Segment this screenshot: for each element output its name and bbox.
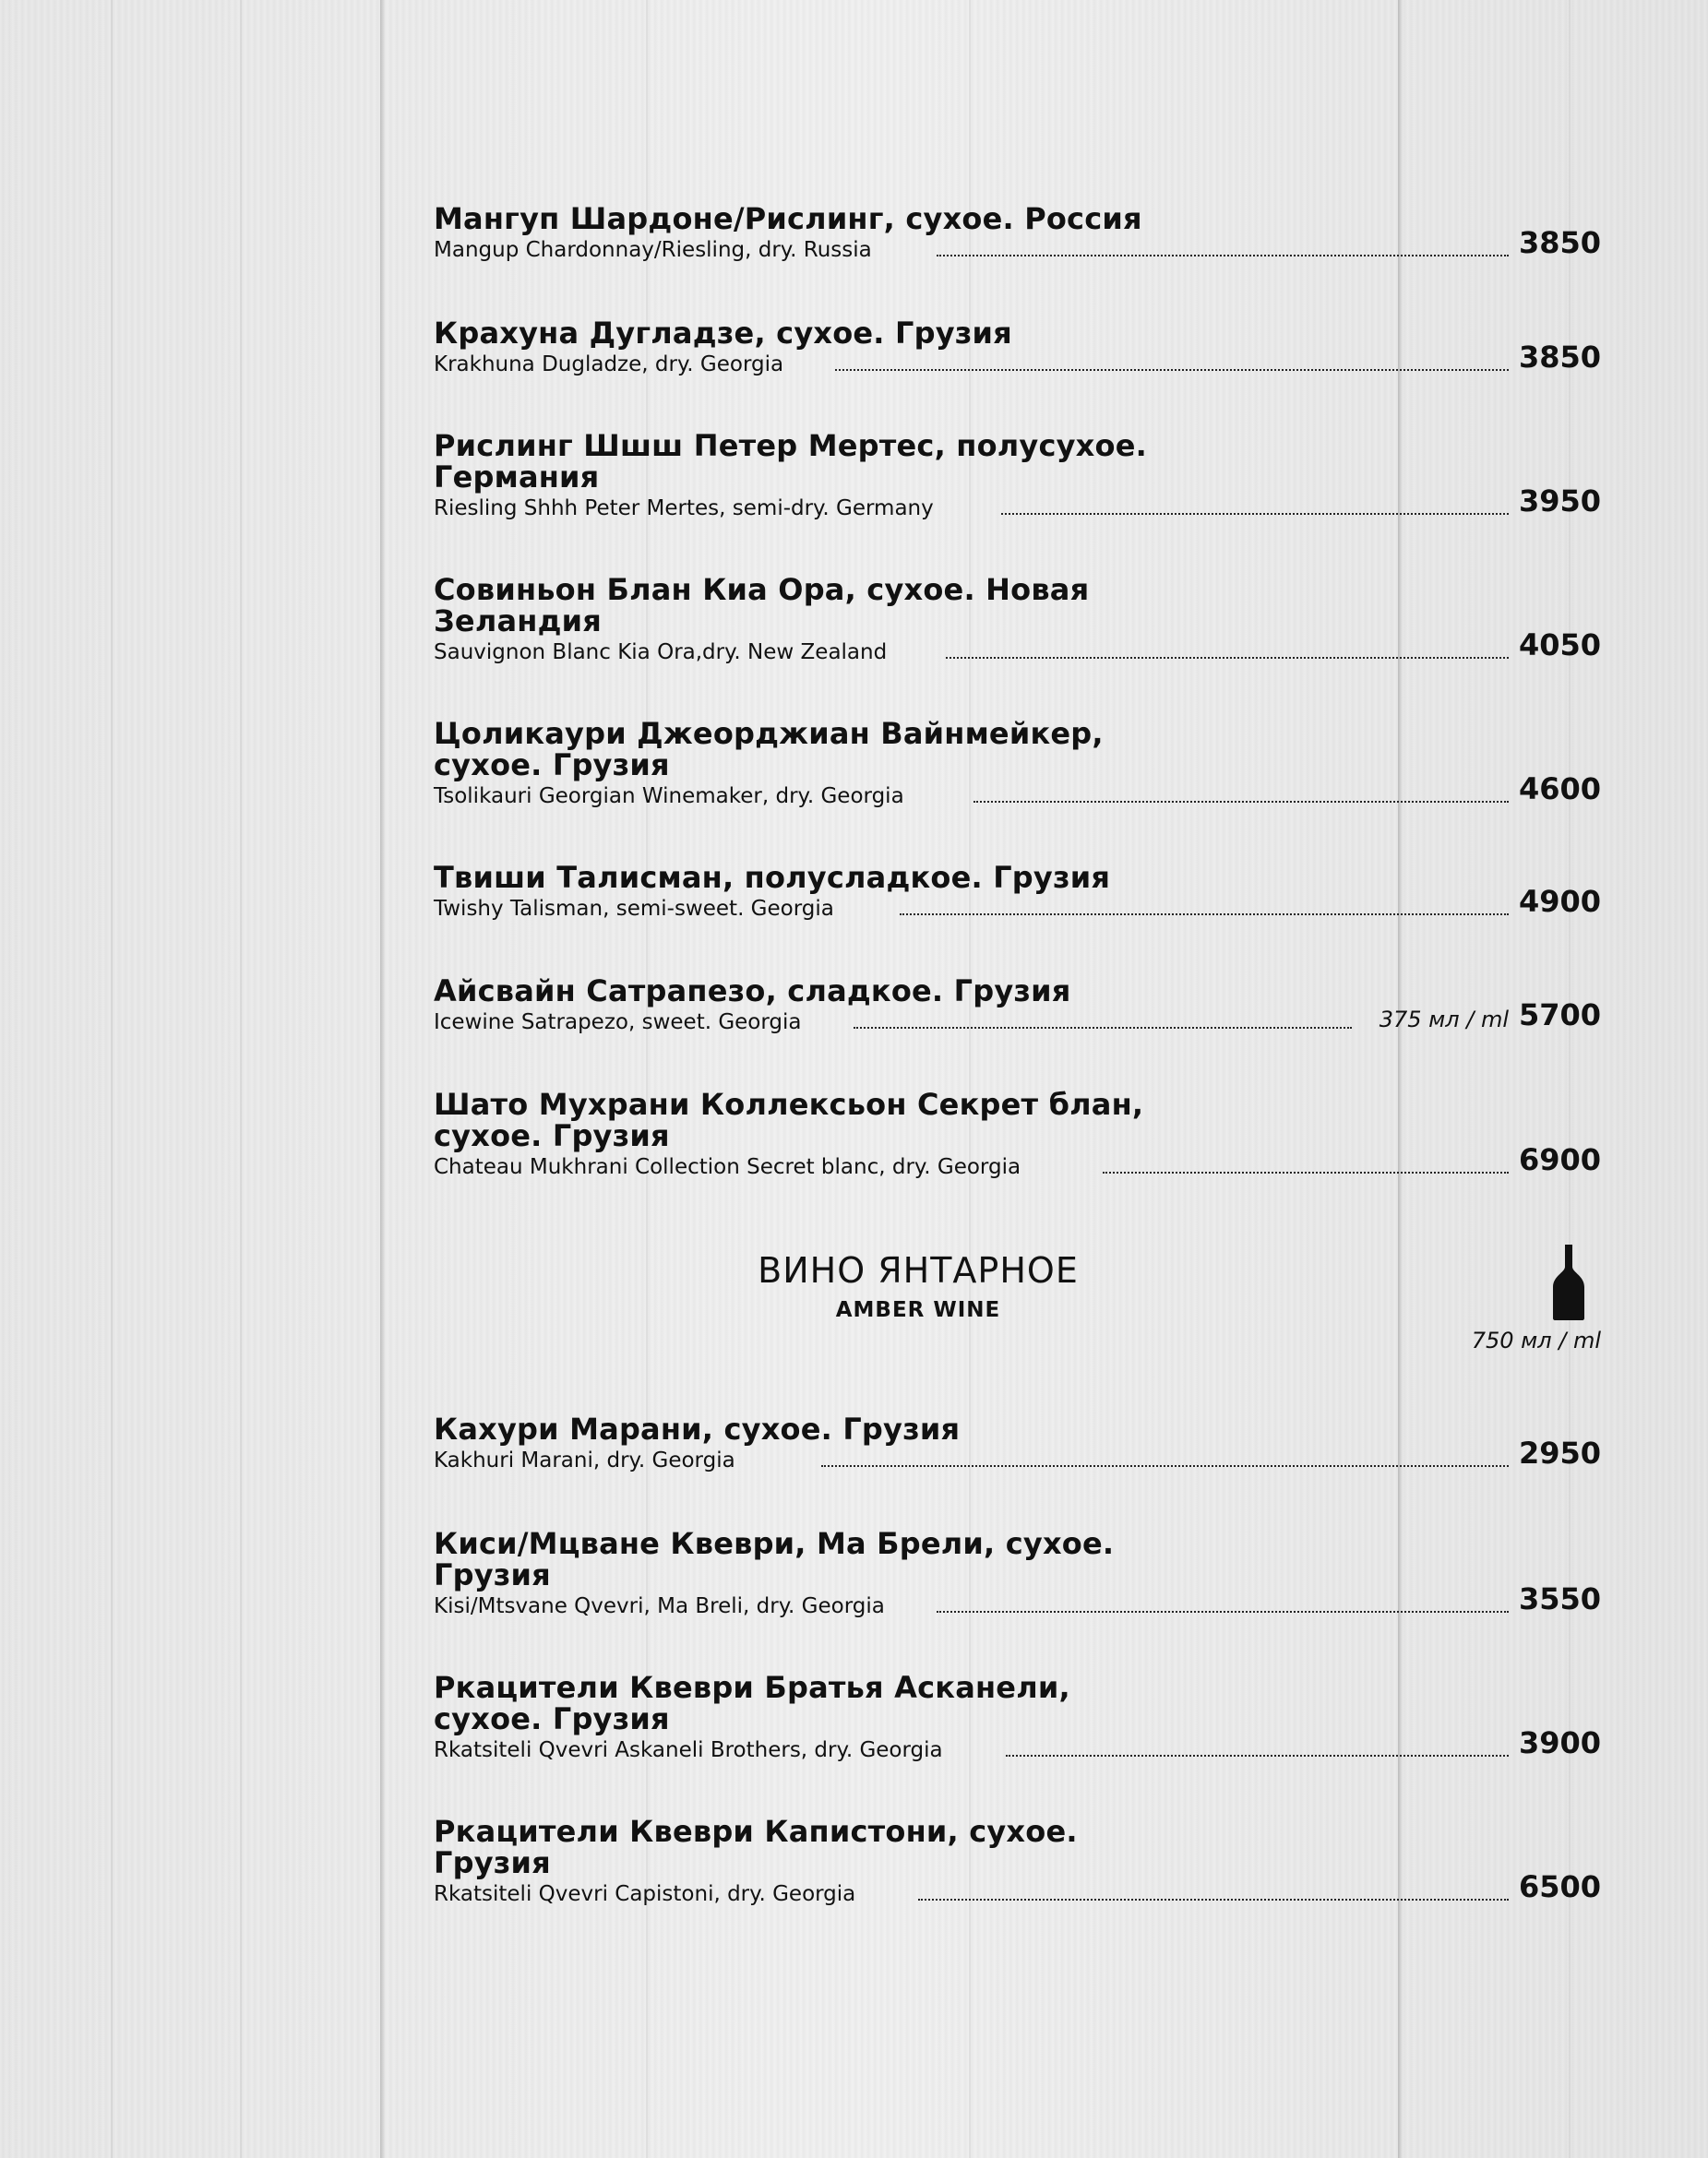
menu-item — [434, 862, 1601, 923]
price: 4900 — [1518, 884, 1601, 919]
price: 3900 — [1518, 1725, 1601, 1760]
plank-seam — [380, 0, 386, 2158]
volume-label: 375 мл / ml — [1379, 1007, 1509, 1032]
price: 4050 — [1518, 627, 1601, 662]
dot-leader — [937, 255, 1509, 256]
menu-item — [434, 975, 1601, 1036]
price: 3850 — [1518, 225, 1601, 260]
wine-name-ru: Крахуна Дугладзе, сухое. Грузия — [434, 316, 1012, 351]
wine-name-ru: Айсвайн Сатрапезо, сладкое. Грузия — [434, 973, 1071, 1008]
wood-grain — [240, 0, 242, 2158]
dot-leader — [821, 1465, 1509, 1467]
section-title: ВИНО ЯНТАРНОЕ — [758, 1250, 1079, 1291]
menu-item — [434, 1089, 1601, 1181]
menu-item — [434, 1816, 1601, 1908]
menu-item — [434, 430, 1601, 522]
wine-name-en: Sauvignon Blanc Kia Ora,dry. New Zealand — [434, 640, 888, 664]
wine-name-en: Rkatsiteli Qvevri Capistoni, dry. Georgia — [434, 1882, 856, 1906]
wine-name-en: Icewine Satrapezo, sweet. Georgia — [434, 1010, 802, 1034]
wine-name-en: Rkatsiteli Qvevri Askaneli Brothers, dry. Georgia — [434, 1738, 943, 1762]
dot-leader — [973, 801, 1509, 803]
section-subtitle: AMBER WINE — [835, 1298, 1001, 1322]
wine-menu — [434, 0, 1601, 2158]
dot-leader — [835, 369, 1509, 371]
dot-leader — [918, 1899, 1509, 1901]
wine-name-en: Twishy Talisman, semi-sweet. Georgia — [434, 897, 834, 921]
menu-item — [434, 718, 1601, 810]
wine-name-ru: Ркацители Квеври Братья Асканели, сухое. Грузия — [434, 1670, 1070, 1736]
price: 3550 — [1518, 1581, 1601, 1616]
wine-name-ru: Цоликаури Джеорджиан Вайнмейкер, сухое. Грузия — [434, 716, 1104, 782]
wine-name-en: Riesling Shhh Peter Mertes, semi-dry. Germany — [434, 496, 934, 520]
dot-leader — [900, 913, 1509, 915]
dot-leader — [1103, 1172, 1509, 1174]
wine-name-ru: Шато Мухрани Коллексьон Секрет блан, сухое. Грузия — [434, 1087, 1144, 1153]
price: 6900 — [1518, 1142, 1601, 1177]
wine-name-en: Kakhuri Marani, dry. Georgia — [434, 1449, 735, 1472]
menu-item — [434, 574, 1601, 666]
dot-leader — [854, 1027, 1352, 1029]
wine-name-ru: Твиши Талисман, полусладкое. Грузия — [434, 860, 1111, 895]
wine-bottle-icon — [1553, 1245, 1584, 1320]
wine-name-ru: Кахури Марани, сухое. Грузия — [434, 1412, 961, 1447]
wine-name-ru: Совиньон Блан Киа Ора, сухое. Новая Зеландия — [434, 572, 1090, 638]
dot-leader — [937, 1611, 1509, 1613]
price: 6500 — [1518, 1869, 1601, 1904]
menu-item — [434, 1672, 1601, 1764]
price: 4600 — [1518, 771, 1601, 806]
price: 2950 — [1518, 1436, 1601, 1471]
wine-name-ru: Рислинг Шшш Петер Мертес, полусухое. Германия — [434, 428, 1147, 495]
menu-item — [434, 1413, 1601, 1474]
wine-name-ru: Мангуп Шардоне/Рислинг, сухое. Россия — [434, 201, 1142, 236]
price: 5700 — [1518, 997, 1601, 1032]
menu-item — [434, 203, 1601, 264]
menu-item — [434, 317, 1601, 378]
wine-name-en: Mangup Chardonnay/Riesling, dry. Russia — [434, 238, 872, 262]
wood-grain — [111, 0, 113, 2158]
wine-name-en: Tsolikauri Georgian Winemaker, dry. Georgia — [434, 784, 904, 808]
volume-label: 750 мл / ml — [1471, 1328, 1601, 1353]
price: 3950 — [1518, 483, 1601, 519]
wine-name-en: Kisi/Mtsvane Qvevri, Ma Breli, dry. Georgia — [434, 1594, 885, 1618]
dot-leader — [1001, 513, 1509, 515]
wine-name-ru: Киси/Мцване Квеври, Ма Брели, сухое. Грузия — [434, 1526, 1115, 1592]
dot-leader — [1006, 1755, 1509, 1757]
wine-name-en: Krakhuna Dugladze, dry. Georgia — [434, 352, 784, 376]
price: 3850 — [1518, 340, 1601, 375]
wine-name-ru: Ркацители Квеври Капистони, сухое. Грузия — [434, 1814, 1078, 1880]
wine-name-en: Chateau Mukhrani Collection Secret blanc, dry. Georgia — [434, 1155, 1021, 1179]
dot-leader — [946, 657, 1509, 659]
menu-item — [434, 1528, 1601, 1620]
